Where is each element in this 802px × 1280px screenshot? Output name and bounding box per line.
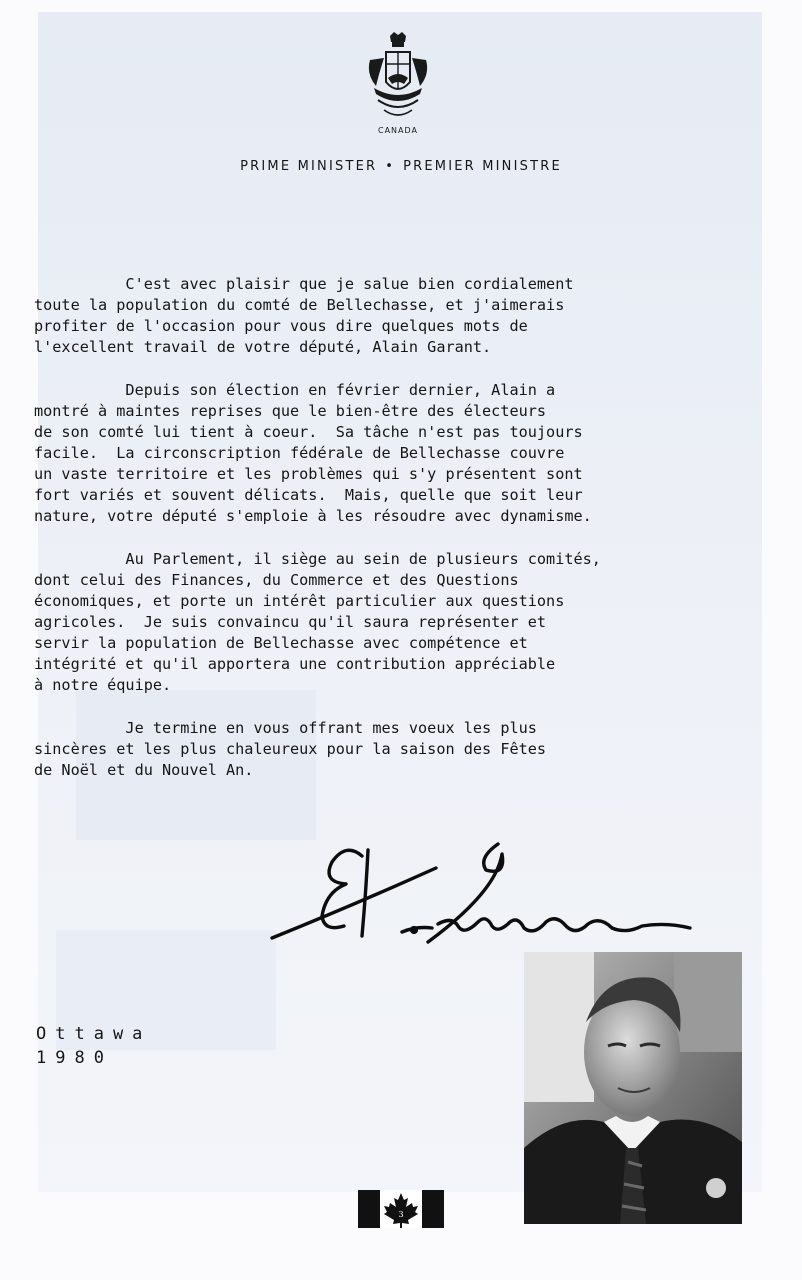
office-title-french: PREMIER MINISTRE [403,159,562,174]
canada-coat-of-arms-icon [364,30,432,122]
page-number: 3 [398,1210,404,1219]
canadian-flag-icon [358,1190,444,1228]
letter-year: 1980 [36,1048,113,1068]
letter-paragraph: C'est avec plaisir que je salue bien cordialement toute la population du comté de Bellechasse, et j'aimerais profiter de l'occasion pour vous dire quelques mots de l'excellent travail de votre député, Alain Garant. [34,275,574,356]
office-title-english: PRIME MINISTER [240,159,378,174]
letterhead-office-title [0,159,802,174]
letter-paragraph: Depuis son élection en février dernier, Alain a montré à maintes reprises que le bien-être des électeurs de son comté lui tient à coeur. Sa tâche n'est pas toujours facile. La circonscription fédérale de Bellechasse couvre un vaste territoire et les problèmes qui s'y présentent sont fort variés et souvent délicats. Mais, quelle que soit leur nature, votre député s'emploie à les résoudre avec dynamisme. [34,381,592,525]
place-name: Ottawa [36,1024,152,1044]
letter-paragraph: Au Parlement, il siège au sein de plusieurs comités, dont celui des Finances, du Commerce et des Questions économiques, et porte un intérêt particulier aux questions agricoles. Je suis convaincu qu'il saura représenter et servir la population de Bellechasse avec compétence et intégrité et qu'il apportera une contribution appréciable à notre équipe. [34,550,601,694]
letter-place-and-date [36,1022,151,1070]
title-separator: • [385,159,396,174]
letter-paragraph: Je termine en vous offrant mes voeux les plus sincères et les plus chaleureux pour la saison des Fêtes de Noël et du Nouvel An. [34,719,547,779]
portrait-photo [524,952,742,1224]
country-label: CANADA [377,126,418,135]
letter-body [34,274,774,803]
handwritten-signature [266,832,698,950]
